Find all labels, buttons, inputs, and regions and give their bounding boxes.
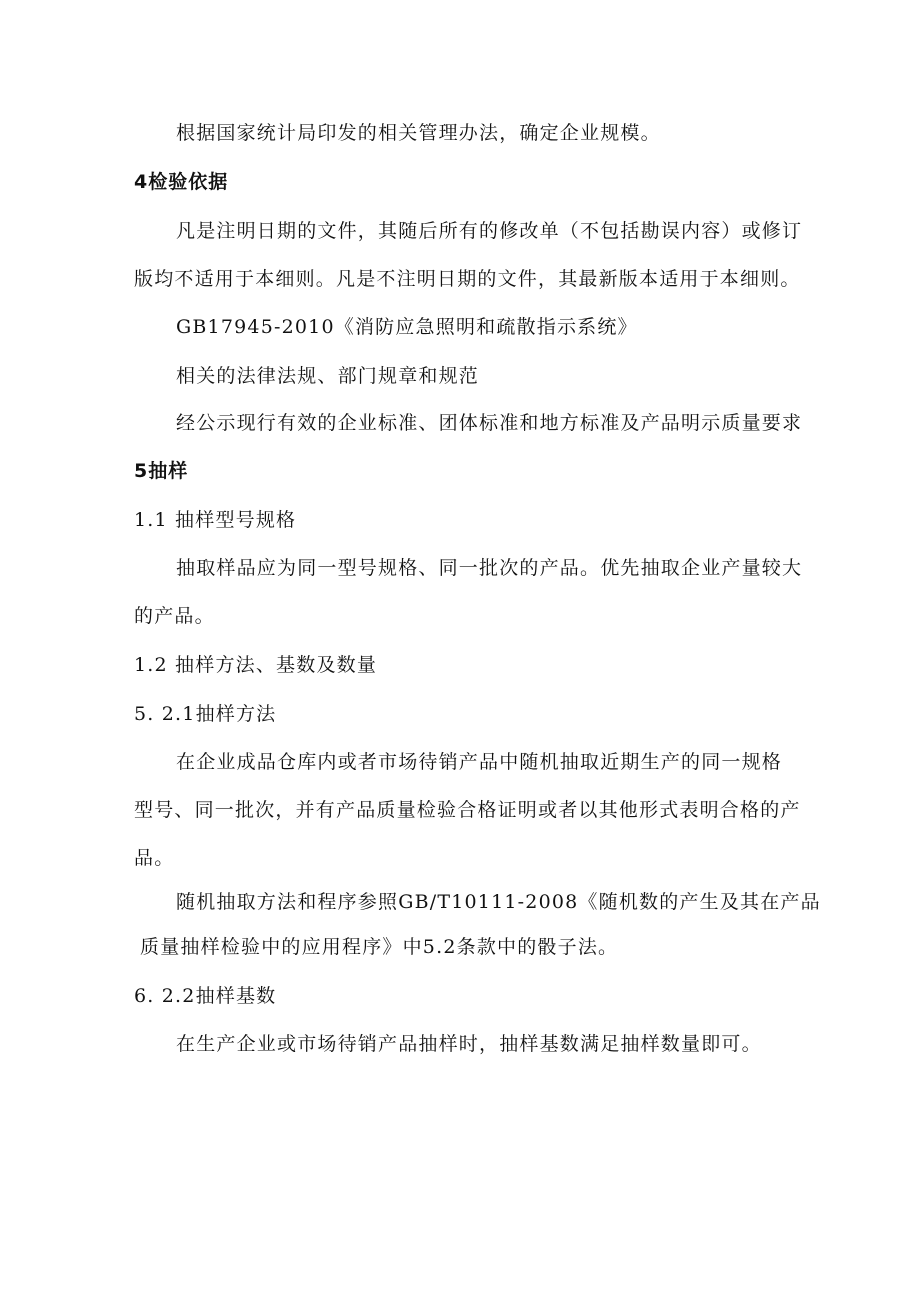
paragraph-enterprise-scale: 根据国家统计局印发的相关管理办法，确定企业规模。 — [176, 122, 661, 144]
heading-5-2-1: 5. 2.1抽样方法 — [134, 703, 277, 725]
paragraph-5-2-1-line-3: 品。 — [134, 847, 175, 869]
paragraph-random-line-1: 随机抽取方法和程序参照GB/T10111-2008《随机数的产生及其在产品 — [176, 891, 821, 913]
heading-sampling: 5抽样 — [134, 460, 189, 482]
paragraph-1-1-line-1: 抽取样品应为同一型号规格、同一批次的产品。优先抽取企业产量较大 — [176, 557, 803, 579]
paragraph-random-line-2: 质量抽样检验中的应用程序》中5.2条款中的骰子法。 — [140, 936, 619, 958]
heading-1-2: 1.2 抽样方法、基数及数量 — [134, 654, 378, 676]
paragraph-1-1-line-2: 的产品。 — [134, 605, 215, 627]
reference-laws: 相关的法律法规、部门规章和规范 — [176, 365, 480, 387]
paragraph-6-2-2: 在生产企业或市场待销产品抽样时，抽样基数满足抽样数量即可。 — [176, 1033, 762, 1055]
paragraph-basis-line-1: 凡是注明日期的文件，其随后所有的修改单（不包括勘误内容）或修订 — [176, 220, 803, 242]
paragraph-5-2-1-line-2: 型号、同一批次，并有产品质量检验合格证明或者以其他形式表明合格的产 — [134, 799, 801, 821]
reference-gb17945: GB17945-2010《消防应急照明和疏散指示系统》 — [176, 316, 638, 338]
paragraph-5-2-1-line-1: 在企业成品仓库内或者市场待销产品中随机抽取近期生产的同一规格 — [176, 751, 783, 773]
heading-6-2-2: 6. 2.2抽样基数 — [134, 985, 277, 1007]
reference-standards: 经公示现行有效的企业标准、团体标准和地方标准及产品明示质量要求 — [176, 412, 803, 434]
heading-inspection-basis: 4检验依据 — [134, 171, 229, 193]
paragraph-basis-line-2: 版均不适用于本细则。凡是不注明日期的文件，其最新版本适用于本细则。 — [134, 268, 801, 290]
heading-1-1: 1.1 抽样型号规格 — [134, 509, 297, 531]
